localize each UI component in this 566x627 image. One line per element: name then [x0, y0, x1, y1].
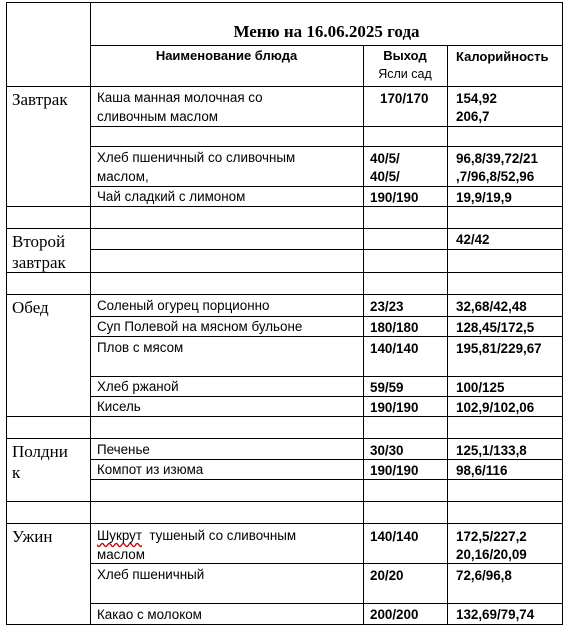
table-border [6, 294, 563, 295]
dish-name-rest: тушеный со сливочным [141, 528, 297, 543]
header-calories: Калорийность [456, 49, 549, 64]
dish-calories: 20,16/20,09 [456, 547, 527, 562]
dish-yield: 140/140 [370, 529, 419, 544]
dish-name: Хлеб пшеничный со сливочным [97, 150, 296, 165]
dish-calories: 128,45/172,5 [456, 320, 535, 335]
meal-breakfast: Завтрак [12, 90, 68, 109]
dish-name: Каша манная молочная со [97, 90, 263, 105]
dish-calories: 206,7 [456, 109, 490, 124]
dish-calories: 102,9/102,06 [456, 400, 535, 415]
dish-name: Соленый огурец порционно [97, 298, 270, 313]
table-border [6, 438, 563, 439]
dish-calories: 125,1/133,8 [456, 443, 527, 458]
dish-name: маслом, [97, 169, 149, 184]
table-border [447, 45, 448, 625]
dish-yield: 59/59 [370, 380, 404, 395]
dish-calories: 42/42 [456, 232, 490, 247]
meal-second-breakfast: Второй [12, 232, 66, 251]
table-border [6, 2, 7, 625]
dish-name: Хлеб пшеничный [97, 567, 205, 582]
meal-lunch: Обед [12, 298, 49, 317]
dish-calories: 154,92 [456, 91, 497, 106]
dish-calories: ,7/96,8/52,96 [456, 169, 535, 184]
table-border [90, 249, 563, 250]
dish-yield: 140/140 [370, 341, 419, 356]
dish-yield: 190/190 [370, 463, 419, 478]
dish-calories: 100/125 [456, 380, 505, 395]
dish-yield: 30/30 [370, 443, 404, 458]
dish-yield: 170/170 [380, 91, 429, 106]
dish-name-spellcheck: Шукрут [97, 528, 142, 543]
table-border [6, 523, 563, 524]
dish-name: Компот из изюма [97, 462, 204, 477]
dish-calories: 19,9/19,9 [456, 190, 512, 205]
dish-calories: 32,68/42,48 [456, 299, 527, 314]
header-dish-name: Наименование блюда [155, 48, 298, 63]
dish-yield: 40/5/ [370, 151, 400, 166]
dish-calories: 195,81/229,67 [456, 341, 542, 356]
dish-name: Кисель [97, 399, 141, 414]
header-yield: Выход [383, 48, 427, 63]
dish-name [97, 526, 296, 545]
dish-yield: 190/190 [370, 190, 419, 205]
meal-snack-line2: к [12, 463, 21, 482]
table-border [363, 45, 364, 625]
table-border [90, 2, 91, 625]
table-border [6, 228, 563, 229]
dish-name: Плов с мясом [97, 340, 184, 355]
dish-name: сливочным маслом [97, 109, 218, 124]
dish-calories: 98,6/116 [456, 463, 508, 478]
table-border [90, 146, 563, 147]
dish-yield: 40/5/ [370, 169, 400, 184]
table-border [6, 501, 563, 502]
table-border [90, 126, 563, 127]
dish-name: маслом [97, 547, 145, 562]
dish-calories: 72,6/96,8 [456, 568, 512, 583]
dish-yield: 200/200 [370, 607, 419, 622]
table-border [6, 272, 563, 273]
table-border [6, 86, 563, 87]
dish-calories: 172,5/227,2 [456, 529, 527, 544]
table-border [6, 2, 563, 3]
page-title: Меню на 16.06.2025 года [233, 22, 420, 41]
meal-dinner: Ужин [12, 527, 53, 546]
dish-name: Суп Полевой на мясном бульоне [97, 319, 303, 334]
dish-calories: 96,8/39,72/21 [456, 151, 538, 166]
meal-second-breakfast-line2: завтрак [12, 253, 66, 272]
dish-yield: 180/180 [370, 320, 419, 335]
header-yield-sub: Ясли сад [378, 67, 432, 81]
table-border [6, 624, 563, 625]
dish-calories: 132,69/79,74 [456, 607, 535, 622]
table-border [90, 603, 563, 604]
dish-yield: 190/190 [370, 400, 419, 415]
meal-snack: Полдни [12, 442, 68, 461]
dish-name: Хлеб ржаной [97, 379, 179, 394]
dish-yield: 23/23 [370, 299, 404, 314]
dish-name: Чай сладкий с лимоном [97, 189, 246, 204]
dish-name: Какао с молоком [97, 607, 202, 622]
dish-name: Печенье [97, 442, 150, 457]
dish-yield: 20/20 [370, 568, 404, 583]
table-border [562, 2, 563, 625]
